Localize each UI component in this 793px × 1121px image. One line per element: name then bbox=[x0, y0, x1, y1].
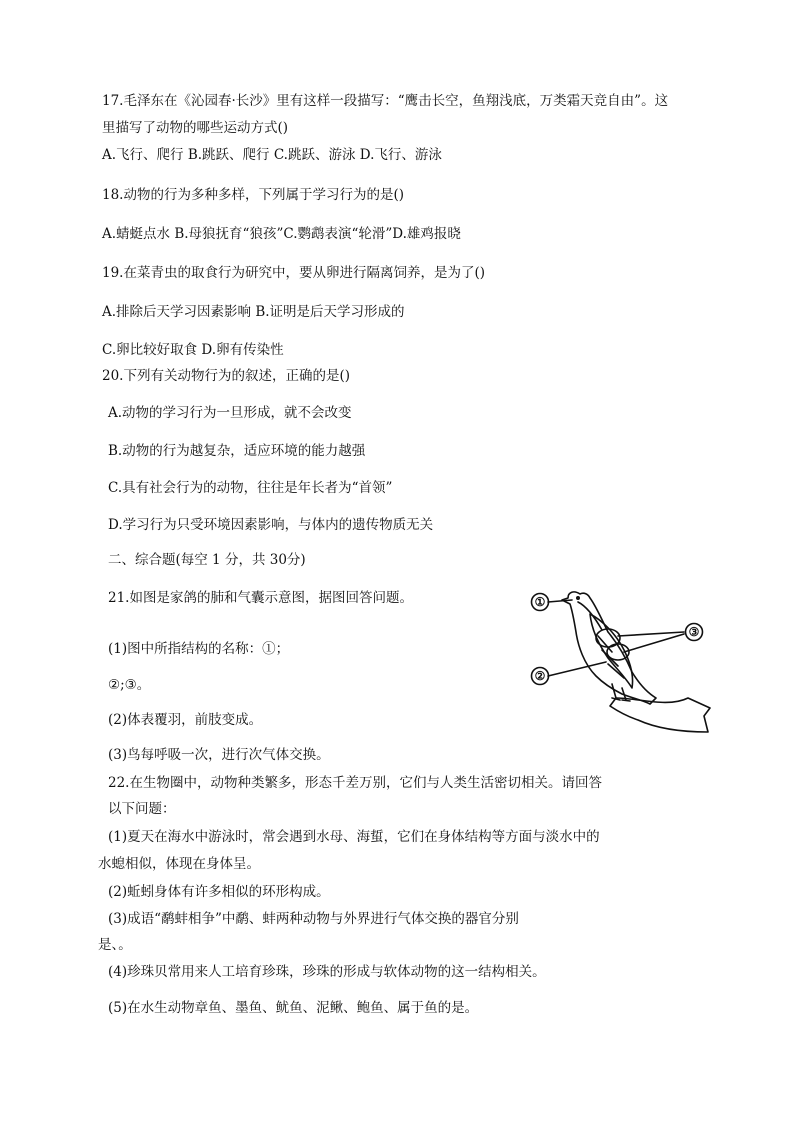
leader-line-3b bbox=[624, 634, 684, 652]
q22-part1-line2: 水螅相似，体现在身体呈。 bbox=[98, 856, 260, 872]
section-2-heading: 二、综合题(每空 1 分，共 30分) bbox=[108, 552, 306, 568]
q21-part2: (2)体表覆羽，前肢变成。 bbox=[108, 712, 263, 728]
figure-label-2: ② bbox=[534, 669, 546, 683]
q22-part3-line2: 是、。 bbox=[98, 937, 132, 953]
q17-stem-line1: 17.毛泽东在《沁园春·长沙》里有这样一段描写：“鹰击长空，鱼翔浅底，万类霜天竞自由”。这 bbox=[102, 93, 669, 109]
q20-option-a: A.动物的学习行为一旦形成，就不会改变 bbox=[108, 405, 352, 421]
q20-option-c: C.具有社会行为的动物，往往是年长者为“首领” bbox=[108, 480, 393, 496]
bird-eye bbox=[577, 597, 579, 599]
q17-stem-line2: 里描写了动物的哪些运动方式() bbox=[102, 120, 289, 136]
q21-part1-cont: ②;③。 bbox=[108, 677, 151, 693]
q20-option-d: D.学习行为只受环境因素影响，与体内的遗传物质无关 bbox=[108, 517, 434, 533]
q22-stem-line1: 22.在生物圈中，动物种类繁多，形态千差万别，它们与人类生活密切相关。请回答 bbox=[108, 775, 602, 791]
q22-part3-line1: (3)成语“鹬蚌相争”中鹬、蚌两种动物与外界进行气体交换的器官分别 bbox=[108, 911, 519, 927]
branch-outline bbox=[610, 698, 710, 732]
pigeon-lung-air-sac-figure bbox=[528, 580, 718, 738]
leader-line-3a bbox=[618, 632, 684, 636]
q19-stem: 19.在菜青虫的取食行为研究中，要从卵进行隔离饲养，是为了() bbox=[102, 265, 486, 281]
q18-options: A.蜻蜓点水 B.母狼抚育“狼孩”C.鹦鹉表演“轮滑”D.雄鸡报晓 bbox=[102, 226, 461, 242]
figure-label-3: ③ bbox=[688, 625, 700, 639]
q22-part4: (4)珍珠贝常用来人工培育珍珠，珍珠的形成与软体动物的这一结构相关。 bbox=[108, 964, 546, 980]
q20-stem: 20.下列有关动物行为的叙述，正确的是() bbox=[102, 368, 351, 384]
q17-options: A.飞行、爬行 B.跳跃、爬行 C.跳跃、游泳 D.飞行、游泳 bbox=[102, 147, 442, 163]
q19-options-cd: C.卵比较好取食 D.卵有传染性 bbox=[102, 342, 284, 358]
figure-label-1: ① bbox=[534, 595, 546, 609]
q22-stem-line2: 以下问题： bbox=[108, 801, 176, 817]
q18-stem: 18.动物的行为多种多样，下列属于学习行为的是() bbox=[102, 187, 405, 203]
q21-stem: 21.如图是家鸽的肺和气囊示意图，据图回答问题。 bbox=[108, 590, 413, 606]
q21-part1: (1)图中所指结构的名称：①； bbox=[108, 641, 290, 657]
leader-line-1 bbox=[548, 600, 572, 602]
q22-part2: (2)蚯蚓身体有许多相似的环形构成。 bbox=[108, 884, 330, 900]
q20-option-b: B.动物的行为越复杂，适应环境的能力越强 bbox=[108, 443, 366, 459]
q19-options-ab: A.排除后天学习因素影响 B.证明是后天学习形成的 bbox=[102, 304, 405, 320]
q22-part1-line1: (1)夏天在海水中游泳时，常会遇到水母、海蜇，它们在身体结构等方面与淡水中的 bbox=[108, 829, 600, 845]
q21-part3: (3)鸟每呼吸一次，进行次气体交换。 bbox=[108, 747, 330, 763]
leader-line-2 bbox=[548, 662, 606, 676]
q22-part5: (5)在水生动物章鱼、墨鱼、鱿鱼、泥鳅、鲍鱼、属于鱼的是。 bbox=[108, 1000, 479, 1016]
